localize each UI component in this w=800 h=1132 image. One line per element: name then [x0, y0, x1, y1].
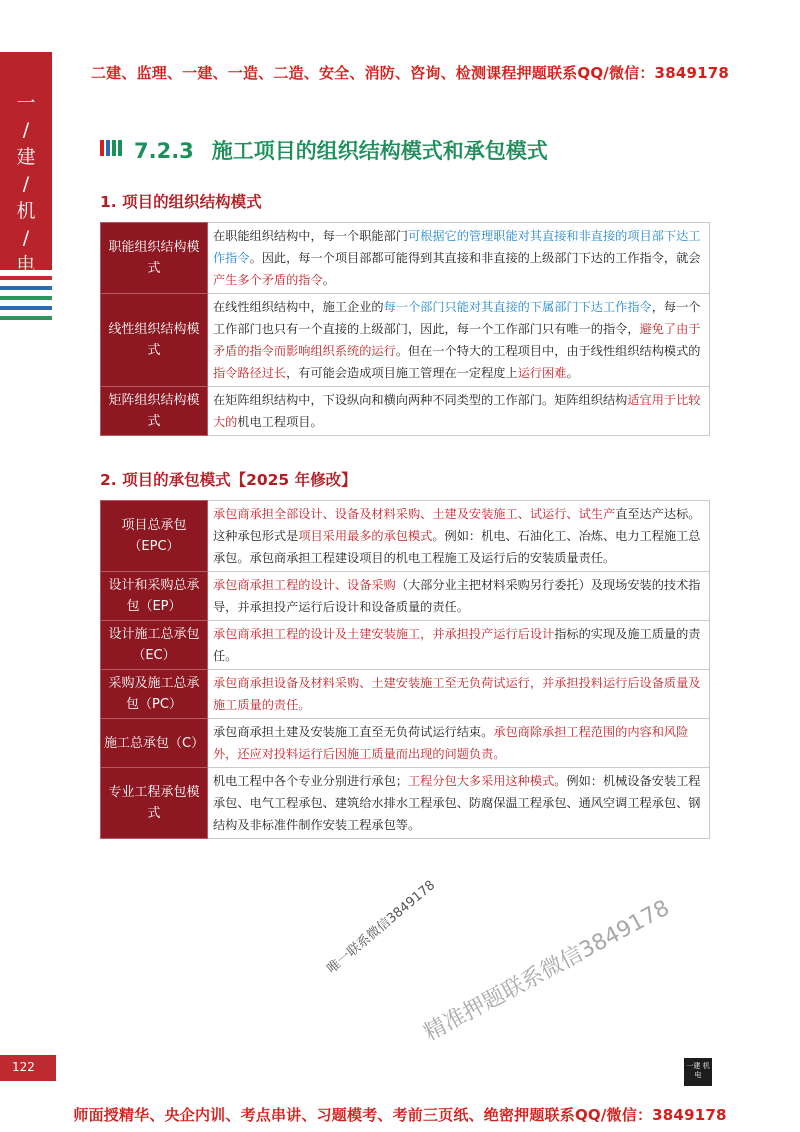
text-segment: 承包商除承担工程范围的内容和风险外，还应对投料运行后因施工质量而出现的问题负责。: [213, 725, 689, 761]
text-segment: 。: [566, 366, 579, 380]
text-segment: （大部分业主把材料采购另行委托）及现场安装的技术指导，并承担投产运行后设计和设备质量的责任。: [213, 578, 701, 614]
text-segment: 。: [322, 273, 335, 287]
org-structure-row: [101, 387, 710, 436]
text-segment: 运行困难: [517, 366, 567, 380]
text-segment: 指标的实现及施工质量的责任。: [213, 627, 701, 663]
bottom-banner: 师面授精华、央企内训、考点串讲、习题模考、考前三页纸、绝密押题联系QQ/微信：3849178: [73, 1106, 727, 1124]
text-segment: 直至达产达标。这种承包形式是: [213, 507, 701, 543]
text-segment: 承包商承担: [213, 507, 274, 521]
text-segment: 在矩阵组织结构中，下设纵向和横向两种不同类型的工作部门。矩阵组织结构: [213, 393, 628, 407]
page-number: 122: [12, 1060, 35, 1074]
text-segment: 适宜用于比较大的: [213, 393, 701, 429]
text-segment: 。例如：机电、石油化工、冶炼、电力工程施工总承包。承包商承担工程建设项目的机电工程施工及运行后的安装质量责任。: [213, 529, 701, 565]
side-label-text: 一 / 建 / 机 / 电: [16, 92, 36, 276]
text-segment: 产生多个矛盾的指令: [213, 273, 323, 287]
section-title: [134, 135, 548, 165]
contract-mode-label: 设计和采购总承包（EP）: [101, 572, 208, 621]
text-segment: 在线性组织结构中，施工企业的: [213, 300, 384, 314]
text-segment: 机电工程中各个专业分别进行承包；: [213, 774, 408, 788]
text-segment: 可根据它的管理职能对其直接和非直接的项目部下达工作指令: [213, 229, 701, 265]
contract-mode-label: 施工总承包（C）: [101, 719, 208, 768]
text-segment: 全部设计、设备及材料采购、土建及安装施工、试运行、试生产: [273, 507, 616, 521]
text-segment: 项目采用最多的承包模式: [298, 529, 433, 543]
stripe-red: [0, 276, 52, 280]
org-structure-description: [208, 294, 710, 387]
corner-logo: 一建 机电: [684, 1058, 712, 1086]
org-structure-table: [100, 222, 710, 436]
contract-mode-label: 采购及施工总承包（PC）: [101, 670, 208, 719]
text-segment: 。例如：机械设备安装工程承包、电气工程承包、建筑给水排水工程承包、防腐保温工程承包、通风空调工程承包、钢结构及非标准件制作安装工程承包等。: [213, 774, 701, 832]
section-number: 7.2.3: [134, 139, 194, 163]
chapter-side-label: [0, 90, 52, 279]
org-structure-label: 矩阵组织结构模式: [101, 387, 208, 436]
contract-mode-table: [100, 500, 710, 839]
org-structure-label: 职能组织结构模式: [101, 223, 208, 294]
text-segment: 工程分包大多采用这种模式: [408, 774, 555, 788]
text-segment: 承包商承担设备及材料采购、土建安装施工至无负荷试运行，并承担投料运行后设备质量及施工质量的责任。: [213, 676, 701, 712]
text-segment: 避免了由于矛盾的指令而影响组织系统的运行: [213, 322, 701, 358]
text-segment: 承包商承担工程的设计及土建安装施工，并承担投产运行后设计: [213, 627, 555, 641]
contract-mode-description: [208, 501, 710, 572]
stripe-blue: [0, 286, 52, 290]
contract-mode-row: [101, 719, 710, 768]
org-structure-row: [101, 294, 710, 387]
text-segment: ，有可能会造成项目施工管理在一定程度上: [286, 366, 518, 380]
watermark-large: 精准押题联系微信3849178: [420, 895, 674, 1047]
stripe-blue-2: [0, 306, 52, 310]
watermark-small: 唯一联系微信3849178: [324, 877, 439, 977]
contract-mode-description: [208, 768, 710, 839]
org-structure-description: [208, 223, 710, 294]
top-banner: 二建、监理、一建、一造、二造、安全、消防、咨询、检测课程押题联系QQ/微信：3849178: [90, 64, 730, 82]
section-marker-icon: [100, 140, 124, 160]
text-segment: 在职能组织结构中，每一个职能部门: [213, 229, 408, 243]
contract-mode-row: [101, 768, 710, 839]
contract-mode-label: 项目总承包（EPC）: [101, 501, 208, 572]
part2-heading: 2. 项目的承包模式【2025 年修改】: [100, 471, 357, 489]
contract-mode-row: [101, 621, 710, 670]
contract-mode-row: [101, 670, 710, 719]
text-segment: ，每一个工作部门也只有一个直接的上级部门，因此，每一个工作部门只有唯一的指令，: [213, 300, 701, 336]
org-structure-description: [208, 387, 710, 436]
contract-mode-description: [208, 719, 710, 768]
contract-mode-label: 专业工程承包模式: [101, 768, 208, 839]
stripe-green: [0, 296, 52, 300]
text-segment: 每一个部门只能对其直接的下属部门下达工作指令: [383, 300, 652, 314]
text-segment: 。因此，每一个项目部都可能得到其直接和非直接的上级部门下达的工作指令，就会: [249, 251, 701, 265]
org-structure-label: 线性组织结构模式: [101, 294, 208, 387]
contract-mode-label: 设计施工总承包（EC）: [101, 621, 208, 670]
section-title-text: 施工项目的组织结构模式和承包模式: [211, 139, 548, 163]
text-segment: 指令路径过长: [213, 366, 287, 380]
text-segment: 。但在一个特大的工程项目中，由于线性组织结构模式的: [395, 344, 701, 358]
part1-heading: 1. 项目的组织结构模式: [100, 193, 262, 211]
contract-mode-description: [208, 621, 710, 670]
text-segment: 承包商承担工程的设计、设备采购: [213, 578, 396, 592]
contract-mode-row: [101, 501, 710, 572]
contract-mode-row: [101, 572, 710, 621]
org-structure-row: [101, 223, 710, 294]
text-segment: 承包商承担土建及安装施工直至无负荷试运行结束。: [213, 725, 494, 739]
text-segment: 机电工程项目。: [237, 415, 323, 429]
contract-mode-description: [208, 670, 710, 719]
stripe-green-2: [0, 316, 52, 320]
contract-mode-description: [208, 572, 710, 621]
